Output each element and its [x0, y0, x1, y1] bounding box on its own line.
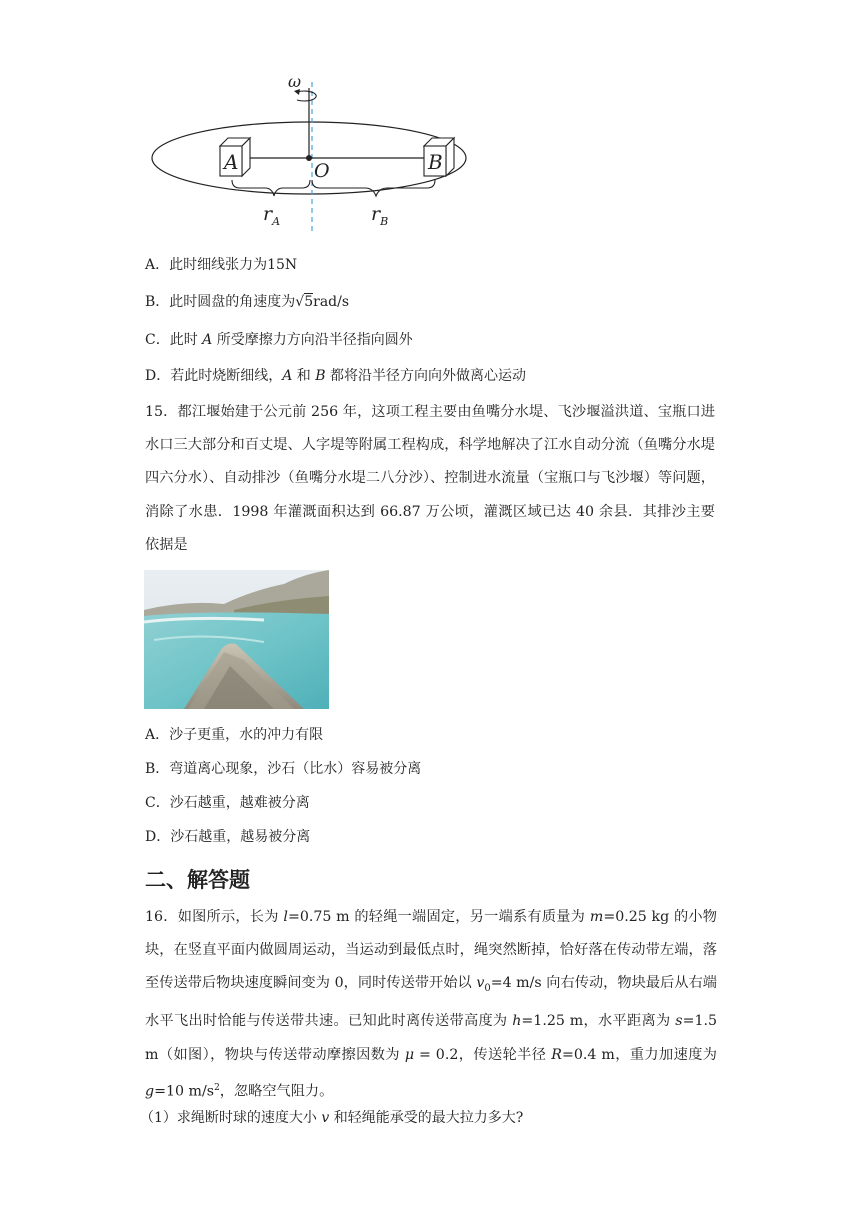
- section-heading: 二、解答题: [145, 868, 250, 892]
- center-point: [306, 155, 312, 161]
- radius-a-label: $r_A$: [263, 203, 281, 228]
- q16-subquestion-1: （1）求绳断时球的速度大小 v 和轻绳能承受的最大拉力多大?: [140, 1110, 524, 1126]
- block-a-label: A: [224, 150, 239, 174]
- radius-b-label: $r_B$: [371, 203, 389, 228]
- sqrt-symbol: √5: [295, 294, 314, 310]
- q15-option-a: A．沙子更重，水的冲力有限: [145, 727, 324, 743]
- block-b-label: B: [428, 150, 443, 174]
- q14-option-d: D．若此时烧断细线，A 和 B 都将沿半径方向向外做离心运动: [145, 368, 527, 384]
- dujiangyan-photo: [144, 570, 329, 709]
- q15-option-b: B．弯道离心现象，沙石（比水）容易被分离: [145, 761, 422, 777]
- q15-option-d: D．沙石越重，越易被分离: [145, 829, 311, 845]
- omega-label: ω: [288, 72, 302, 91]
- center-o-label: O: [314, 160, 330, 182]
- q15-stem: 15．都江堰始建于公元前 256 年，这项工程主要由鱼嘴分水堤、飞沙堰溢洪道、宝瓶口进水口三大部分和百丈堤、人字堤等附属工程构成，科学地解决了江水自动分流（鱼嘴分水堤四六分水）、自动排沙（鱼嘴分水堤二八分沙）、控制进水流量（宝瓶口与飞沙堰）等问题，消除了水患．1998 年灌溉面积达到 66.87 万公顷，灌溉区域已达 40 余县．其排沙主要依据是: [145, 404, 715, 553]
- q14-option-b: B．此时圆盘的角速度为√5rad/s: [145, 294, 350, 310]
- q16-stem: 16．如图所示，长为 l=0.75 m 的轻绳一端固定，另一端系有质量为 m=0.25 kg 的小物块，在竖直平面内做圆周运动，当运动到最低点时，绳突然断掉，恰好落在传动带左端，落至传送带后物块速度瞬间变为 0，同时传送带开始以 $v_0=4$ m/s 向右传动，物块最后从右端水平飞出时恰能与传送带共速。已知此时离传送带高度为 h=1.25 m，水平距离为 s=1.5 m（如图），物块与传送带动摩擦因数为 μ = 0.2，传送轮半径 R=0.4 m，重力加速度为 g=10 $m/s^2$，忽略空气阻力。: [145, 909, 718, 1100]
- q14-option-c: C．此时 A 所受摩擦力方向沿半径指向圆外: [145, 332, 413, 348]
- q15-option-c: C．沙石越重，越难被分离: [145, 795, 310, 811]
- q14-option-a: A．此时细线张力为15N: [145, 257, 298, 273]
- rotation-arrow-icon: [297, 91, 316, 101]
